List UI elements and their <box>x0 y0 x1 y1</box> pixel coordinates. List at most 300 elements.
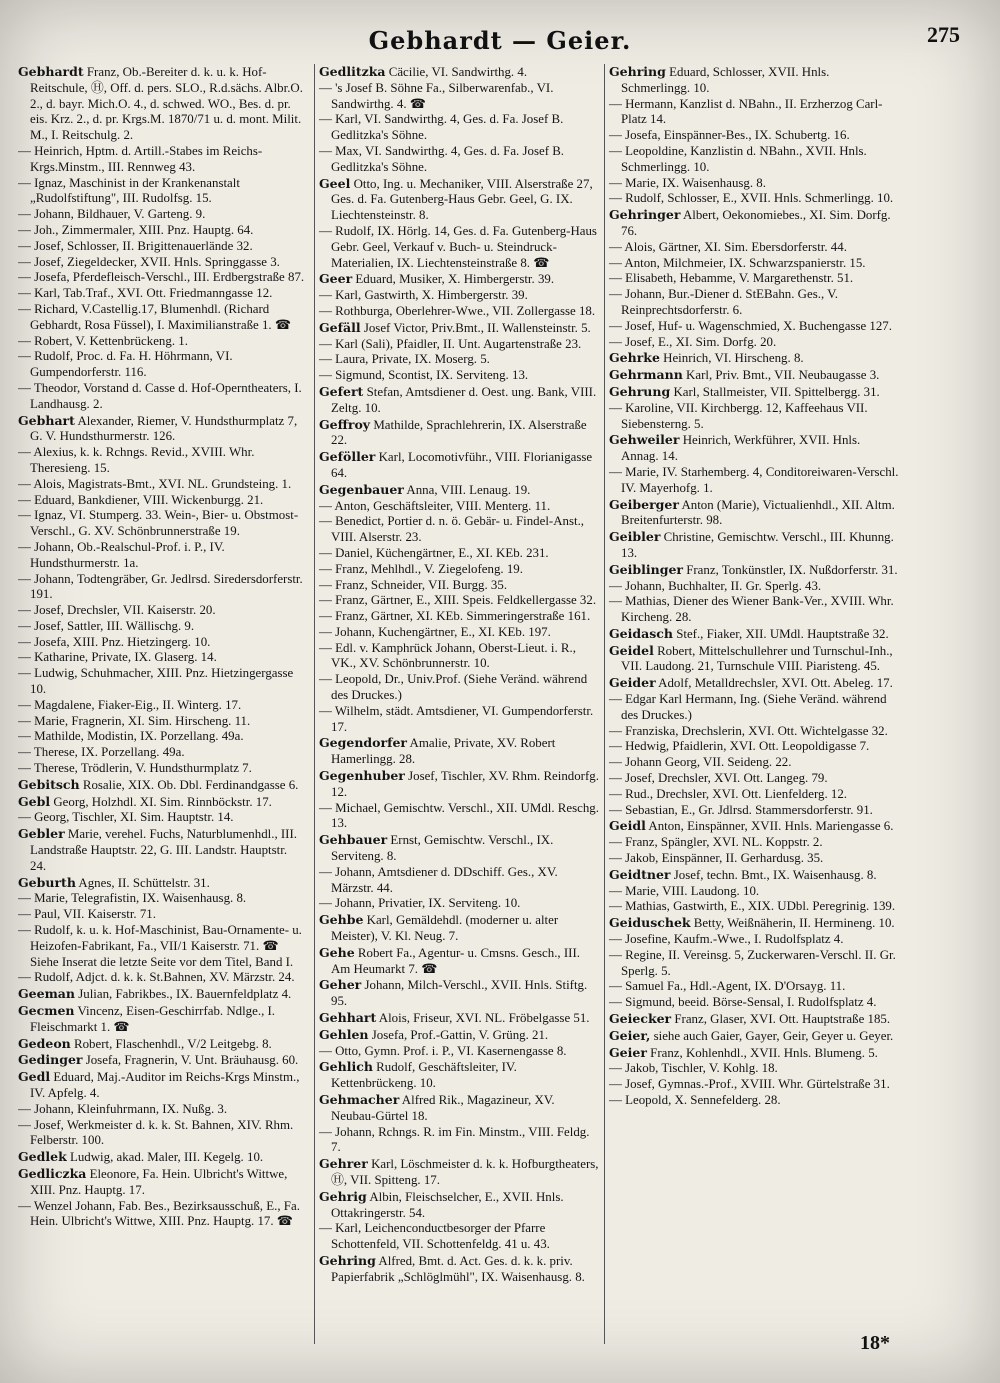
entry-surname: Geiduschek <box>609 915 691 931</box>
signature-mark: 18* <box>860 1332 890 1354</box>
directory-entry <box>319 977 601 1010</box>
entry-text: — Alexius, k. k. Rchngs. Revid., XVIII. Whr. Theresieng. 15. <box>18 445 255 475</box>
entry-text: — Franz, Mehlhdl., V. Ziegelofeng. 19. <box>319 561 523 576</box>
directory-entry <box>319 271 601 288</box>
entry-text: — Johann, Ob.-Realschul-Prof. i. P., IV. Hundsthurmerstr. 1a. <box>18 539 225 570</box>
entry-text: — Josef, Gymnas.-Prof., XVIII. Whr. Gürtelstraße 31. <box>609 1077 890 1092</box>
directory-entry <box>319 368 601 384</box>
entry-text: — Anton, Geschäftsleiter, VIII. Menterg. 11. <box>319 498 551 513</box>
directory-entry <box>319 144 601 176</box>
entry-text: Stef., Fiaker, XII. UMdl. Hauptstraße 32. <box>676 626 889 641</box>
entry-surname: Gehrung <box>609 383 671 399</box>
directory-entry <box>609 271 899 287</box>
entry-text: Julian, Fabrikbes., IX. Bauernfeldplatz 4. <box>78 987 292 1002</box>
entry-text: — Edl. v. Kamphrück Johann, Oberst-Lieut. i. R., VK., XV. Schönbrunnerstr. 10. <box>319 640 576 671</box>
entry-text: — Ludwig, Schuhmacher, XIII. Pnz. Hietzingergasse 10. <box>18 666 294 697</box>
entry-text: Robert Fa., Agentur- u. Cmsns. Gesch., III. Am Heumarkt 7. ☎ <box>331 945 580 976</box>
entry-surname: Geer <box>319 271 353 287</box>
directory-entry <box>18 923 306 970</box>
directory-entry <box>609 818 899 835</box>
entry-surname: Gebhardt <box>18 64 84 79</box>
entry-text: Agnes, II. Schüttelstr. 31. <box>78 875 210 890</box>
entry-text: — Johann, Buchhalter, II. Gr. Sperlg. 43. <box>609 578 822 593</box>
directory-entry <box>609 594 899 626</box>
entry-surname: Gehmacher <box>319 1092 400 1107</box>
directory-entry <box>319 768 601 801</box>
directory-entry <box>18 745 306 761</box>
entry-text: Franz, Kohlenhdl., XVII. Hnls. Blumeng. 5. <box>650 1045 878 1060</box>
directory-entry <box>319 352 601 368</box>
directory-entry <box>609 401 899 433</box>
entry-text: — 's Josef B. Söhne Fa., Silberwarenfab., VI. Sandwirthg. 4. ☎ <box>319 80 554 111</box>
directory-entry <box>18 970 306 986</box>
directory-entry <box>319 801 601 833</box>
directory-entry <box>609 350 899 367</box>
directory-entry <box>609 851 899 867</box>
entry-surname: Gehrmann <box>609 367 683 383</box>
directory-entry <box>609 335 899 351</box>
entry-text: — Laura, Private, IX. Moserg. 5. <box>319 352 490 367</box>
directory-entry <box>319 1027 601 1044</box>
entry-text: — Marie, Telegrafistin, IX. Waisenhausg. 8. <box>18 891 247 906</box>
directory-entry <box>609 64 899 97</box>
directory-entry <box>609 240 899 256</box>
directory-entry <box>18 1003 306 1036</box>
entry-text: Heinrich, Werkführer, XVII. Hnls. Annag. 14. <box>621 433 861 464</box>
entry-text: — Josef, Drechsler, VII. Kaiserstr. 20. <box>18 603 216 618</box>
entry-text: Franz, Tonkünstler, IX. Nußdorferstr. 31. <box>686 562 898 577</box>
directory-entry <box>609 755 899 771</box>
directory-entry <box>319 514 601 546</box>
entry-text: — Karl, Leichenconductbesorger der Pfarre Schottenfeld, VII. Schottenfeldg. 41 u. 43. <box>319 1221 550 1252</box>
entry-text: — Marie, VIII. Laudong. 10. <box>609 883 760 898</box>
directory-entry <box>609 256 899 272</box>
entry-text: — Johann, Todtengräber, Gr. Jedlrsd. Siredersdorferstr. 191. <box>18 571 303 602</box>
entry-text: — Marie, Fragnerin, XI. Sim. Hirscheng. 11. <box>18 713 251 728</box>
entry-surname: Gehweiler <box>609 432 680 448</box>
entry-text: — Karl, Tab.Traf., XVI. Ott. Friedmanngasse 12. <box>18 286 273 301</box>
entry-surname: Gefäll <box>319 319 361 335</box>
entry-text: — Rudolf, k. u. k. Hof-Maschinist, Bau-Ornamente- u. Heizofen-Fabrikant, Fa., VII/1 Kaiserstr. 71. ☎ Siehe Inserat die letzte Seite vor dem Titel, Band I. <box>18 923 302 969</box>
entry-text: — Robert, V. Kettenbrückeng. 1. <box>18 333 188 348</box>
directory-entry <box>609 948 899 980</box>
entry-surname: Gedinger <box>18 1052 83 1068</box>
entry-text: Vincenz, Eisen-Geschirrfab. Ndlge., I. Fleischmarkt 1. ☎ <box>30 1004 276 1034</box>
entry-text: — Wilhelm, städt. Amtsdiener, VI. Gumpendorferstr. 17. <box>319 703 594 734</box>
directory-entry <box>18 381 306 413</box>
entry-text: Anton, Einspänner, XVII. Hnls. Mariengasse 6. <box>648 819 894 834</box>
entry-text: — Jakob, Einspänner, II. Gerhardusg. 35. <box>609 851 824 866</box>
entry-text: — Franz, Gärtner, XI. KEb. Simmeringerstraße 161. <box>319 609 591 624</box>
directory-entry <box>18 64 306 144</box>
entry-text: Albert, Oekonomiebes., XI. Sim. Dorfg. 76. <box>621 208 891 238</box>
directory-entry <box>319 672 601 704</box>
directory-entry <box>18 1149 306 1166</box>
directory-entry <box>319 304 601 320</box>
entry-surname: Geider <box>609 675 656 691</box>
directory-entry <box>18 666 306 698</box>
directory-entry <box>18 761 306 777</box>
directory-entry <box>609 739 899 755</box>
page-number: 275 <box>927 22 960 47</box>
entry-text: — Rud., Drechsler, XVI. Ott. Lienfelderg. 12. <box>609 786 848 801</box>
entry-text: — Franz, Gärtner, E., XIII. Speis. Feldkellergasse 32. <box>319 593 597 608</box>
entry-text: — Richard, V.Castellig.17, Blumenhdl. (Richard Gebhardt, Rosa Füssel), I. Maximilianstraße 1. ☎ <box>18 301 291 332</box>
directory-entry <box>319 288 601 304</box>
entry-surname: Gedlek <box>18 1149 67 1165</box>
entry-text: — Johann, Kleinfuhrmann, IX. Nußg. 3. <box>18 1101 228 1116</box>
entry-text: Eduard, Schlosser, XVII. Hnls. Schmerlingg. 10. <box>621 65 830 95</box>
entry-text: — Johann, Bur.-Diener d. StEBahn. Ges., V. Reinprechtsdorferstr. 6. <box>609 287 839 317</box>
entry-text: Eduard, Musiker, X. Himbergerstr. 39. <box>355 272 555 287</box>
entry-text: — Joh., Zimmermaler, XIII. Pnz. Hauptg. 64. <box>18 222 254 237</box>
entry-text: Otto, Ing. u. Mechaniker, VIII. Alserstraße 27, Ges. d. Fa. Gutenberg-Haus Gebr. Geel, G. IX. Liechtensteinstr. 8. <box>331 176 593 223</box>
entry-text: Karl, Löschmeister d. k. k. Hofburgtheaters, Ⓗ, VII. Spitteng. 17. <box>331 1157 599 1187</box>
directory-entry <box>319 1253 601 1286</box>
entry-text: — Eduard, Bankdiener, VIII. Wickenburgg. 21. <box>18 492 264 507</box>
directory-entry <box>319 896 601 912</box>
directory-entry <box>609 144 899 176</box>
directory-entry <box>609 1077 899 1093</box>
entry-text: — Rudolf, Proc. d. Fa. H. Höhrmann, VI. Gumpendorferstr. 116. <box>18 349 233 380</box>
entry-text: — Johann, Bildhauer, V. Garteng. 9. <box>18 207 206 222</box>
entry-surname: Gehe <box>319 944 355 960</box>
directory-entry <box>319 704 601 736</box>
entry-text: Albin, Fleischselcher, E., XVII. Hnls. Ottakringerstr. 54. <box>331 1189 564 1220</box>
entry-text: Karl, Locomotivführ., VIII. Florianigasse 64. <box>331 450 593 480</box>
entry-text: — Leopoldine, Kanzlistin d. NBahn., XVII. Hnls. Schmerlingg. 10. <box>609 143 867 174</box>
entry-text: — Josef, Sattler, III. Wällischg. 9. <box>18 618 195 633</box>
entry-text: — Therese, Trödlerin, V. Hundsthurmplatz 7. <box>18 761 252 776</box>
directory-entry <box>18 907 306 923</box>
entry-text: — Benedict, Portier d. n. ö. Gebär- u. Findel-Anst., VIII. Alserstr. 23. <box>319 514 585 545</box>
entry-surname: Gecmen <box>18 1003 75 1019</box>
directory-entry <box>319 562 601 578</box>
directory-entry <box>609 529 899 562</box>
directory-entry <box>319 482 601 499</box>
entry-surname: Geidl <box>609 818 646 834</box>
directory-entry <box>609 97 899 129</box>
entry-text: Robert, Mittelschullehrer und Turnschul-Inh., VII. Laudong. 21, Turnschule VIII. Piaristeng. 45. <box>621 643 893 674</box>
entry-text: — Marie, IX. Waisenhausg. 8. <box>609 175 766 190</box>
entry-surname: Geidel <box>609 642 654 658</box>
entry-surname: Geibler <box>609 529 661 545</box>
directory-entry <box>609 835 899 851</box>
directory-entry <box>319 1125 601 1157</box>
entry-text: — Karl (Sali), Pfaidler, II. Unt. Augartenstraße 23. <box>319 336 582 351</box>
entry-text: — Mathias, Gastwirth, E., XIX. UDbl. Peregrinig. 139. <box>609 899 896 914</box>
directory-entry <box>18 334 306 350</box>
entry-surname: Geiecker <box>609 1011 672 1027</box>
directory-entry <box>609 384 899 401</box>
entry-text: Josef Victor, Priv.Bmt., II. Wallensteinstr. 5. <box>363 320 591 335</box>
entry-text: Franz, Glaser, XVI. Ott. Hauptstraße 185. <box>674 1012 891 1027</box>
directory-entry <box>319 64 601 81</box>
directory-entry <box>18 1036 306 1053</box>
entry-text: Josef, techn. Bmt., IX. Waisenhausg. 8. <box>673 867 877 882</box>
directory-entry <box>18 144 306 176</box>
directory-entry <box>609 867 899 884</box>
entry-surname: Gefert <box>319 383 364 399</box>
entry-text: — Karl, VI. Sandwirthg. 4, Ges. d. Fa. Josef B. Gedlitzka's Söhne. <box>319 112 564 143</box>
directory-entry <box>609 771 899 787</box>
entry-surname: Gebler <box>18 826 65 842</box>
entry-text: — Michael, Gemischtw. Verschl., XII. UMdl. Reschg. 13. <box>319 800 599 831</box>
entry-surname: Gegenbauer <box>319 481 404 497</box>
directory-entry <box>609 995 899 1011</box>
directory-entry <box>18 603 306 619</box>
entry-surname: Gehrig <box>319 1188 367 1204</box>
directory-entry <box>18 286 306 302</box>
directory-entry <box>18 714 306 730</box>
entry-text: Karl, Stallmeister, VII. Spittelbergg. 31. <box>673 384 880 399</box>
entry-text: Cäcilie, VI. Sandwirthg. 4. <box>388 65 528 79</box>
entry-text: — Marie, IV. Starhemberg. 4, Conditoreiwaren-Verschl. IV. Mayerhofg. 1. <box>609 464 899 495</box>
directory-entry <box>319 625 601 641</box>
directory-entry <box>18 826 306 874</box>
entry-text: — Franz, Spängler, XVI. NL. Koppstr. 2. <box>609 835 823 850</box>
entry-text: — Franz, Schneider, VII. Burgg. 35. <box>319 577 508 592</box>
directory-entry <box>18 270 306 286</box>
entry-text: Mathilde, Sprachlehrerin, IX. Alserstraße 22. <box>331 417 587 448</box>
directory-column-1 <box>18 64 306 1344</box>
entry-surname: Gedliczka <box>18 1165 87 1181</box>
entry-text: — Sebastian, E., Gr. Jdlrsd. Stammersdorferstr. 91. <box>609 802 873 817</box>
entry-text: — Mathias, Diener des Wiener Bank-Ver., XVIII. Whr. Kircheng. 28. <box>609 594 894 625</box>
entry-text: — Josefa, Einspänner-Bes., IX. Schubertg. 16. <box>609 128 850 143</box>
entry-text: — Karoline, VII. Kirchbergg. 12, Kaffeehaus VII. Siebensterng. 5. <box>609 400 868 431</box>
directory-entry <box>319 593 601 609</box>
entry-surname: Gehlen <box>319 1026 369 1042</box>
entry-surname: Geffroy <box>319 416 371 432</box>
entry-text: — Wenzel Johann, Fab. Bes., Bezirksausschuß, E., Fa. Hein. Ulbricht's Wittwe, XIII. Pnz. Hauptg. 17. ☎ <box>18 1198 300 1229</box>
directory-entry <box>18 1118 306 1150</box>
directory-entry <box>319 417 601 450</box>
entry-text: — Hedwig, Pfaidlerin, XVI. Ott. Leopoldigasse 7. <box>609 739 870 754</box>
directory-entry <box>609 287 899 319</box>
entry-text: — Josef, E., XI. Sim. Dorfg. 20. <box>609 334 777 349</box>
directory-entry <box>319 1010 601 1027</box>
entry-text: — Leopold, Dr., Univ.Prof. (Siehe Veränd. während des Druckes.) <box>319 672 588 703</box>
entry-text: — Josef, Drechsler, XVI. Ott. Langeg. 79. <box>609 771 828 786</box>
directory-entry <box>319 449 601 482</box>
entry-text: — Johann, Amtsdiener d. DDschiff. Ges., XV. Märzstr. 44. <box>319 864 558 895</box>
entry-surname: Gebl <box>18 793 51 809</box>
directory-entry <box>18 413 306 446</box>
entry-text: Alexander, Riemer, V. Hundsthurmplatz 7, G. V. Hundsthurmerstr. 126. <box>30 413 298 444</box>
entry-surname: Geidtner <box>609 866 671 882</box>
directory-entry <box>18 810 306 826</box>
directory-entry <box>609 803 899 819</box>
entry-text: Adolf, Metalldrechsler, XVI. Ott. Abeleg. 17. <box>658 676 893 691</box>
entry-surname: Geföller <box>319 449 376 465</box>
entry-text: Johann, Milch-Verschl., XVII. Hnls. Stiftg. 95. <box>331 978 588 1009</box>
entry-text: Josefa, Fragnerin, V. Unt. Bräuhausg. 60. <box>85 1053 299 1068</box>
directory-entry <box>319 112 601 144</box>
entry-text: — Johann, Rchngs. R. im Fin. Minstm., VIII. Feldg. 7. <box>319 1124 590 1155</box>
entry-surname: Gehring <box>609 64 666 79</box>
directory-entry <box>319 1044 601 1060</box>
directory-column-2 <box>314 64 601 1344</box>
entry-text: Amalie, Private, XV. Robert Hamerlingg. 28. <box>331 736 556 767</box>
directory-entry <box>18 223 306 239</box>
entry-text: — Josef, Huf- u. Wagenschmied, X. Buchengasse 127. <box>609 318 892 333</box>
entry-text: — Rudolf, Adjct. d. k. k. St.Bahnen, XV. Märzstr. 24. <box>18 970 295 985</box>
directory-entry <box>609 675 899 692</box>
directory-entry <box>319 384 601 417</box>
entry-surname: Geeman <box>18 986 75 1002</box>
directory-entry <box>319 1221 601 1253</box>
directory-entry <box>319 912 601 945</box>
directory-entry <box>319 578 601 594</box>
directory-entry <box>609 432 899 465</box>
entry-surname: Gehrke <box>609 350 660 366</box>
entry-text: — Max, VI. Sandwirthg. 4, Ges. d. Fa. Josef B. Gedlitzka's Söhne. <box>319 143 565 174</box>
entry-surname: Gedlitzka <box>319 64 386 79</box>
entry-text: — Josef, Ziegeldecker, XVII. Hnls. Springgasse 3. <box>18 254 280 269</box>
entry-text: — Hermann, Kanzlist d. NBahn., II. Erzherzog Carl-Platz 14. <box>609 96 883 127</box>
entry-text: — Sigmund, Scontist, IX. Serviteng. 13. <box>319 368 529 383</box>
entry-text: — Therese, IX. Porzellang. 49a. <box>18 745 185 760</box>
entry-text: — Georg, Tischler, XI. Sim. Hauptstr. 14. <box>18 810 234 825</box>
directory-entry <box>319 1059 601 1092</box>
entry-surname: Gehbe <box>319 912 364 928</box>
directory-entry <box>319 546 601 562</box>
directory-entry <box>18 445 306 477</box>
directory-entry <box>18 176 306 208</box>
entry-text: — Sigmund, beeid. Börse-Sensal, I. Rudolfsplatz 4. <box>609 995 877 1010</box>
entry-text: — Leopold, X. Sennefelderg. 28. <box>609 1093 781 1107</box>
directory-entry <box>609 932 899 948</box>
directory-entry <box>609 643 899 676</box>
entry-text: — Rothburga, Oberlehrer-Wwe., VII. Zollergasse 18. <box>319 303 596 318</box>
entry-text: Alfred, Bmt. d. Act. Ges. d. k. k. priv. Papierfabrik „Schlöglmühl", IX. Waisenhausg. 8. <box>331 1253 585 1284</box>
directory-column-3 <box>604 64 899 1344</box>
page-title: Gebhardt — Geier. <box>368 26 632 55</box>
directory-entry <box>609 884 899 900</box>
entry-text: — Josefa, Pferdefleisch-Verschl., III. Erdbergstraße 87. <box>18 270 305 285</box>
directory-entry <box>18 1199 306 1231</box>
directory-entry <box>319 865 601 897</box>
directory-entry <box>609 176 899 192</box>
entry-text: — Jakob, Tischler, V. Kohlg. 18. <box>609 1061 778 1076</box>
directory-entry <box>319 1156 601 1189</box>
entry-surname: Gebitsch <box>18 776 80 792</box>
entry-surname: Gehringer <box>609 207 681 223</box>
entry-surname: Gedeon <box>18 1035 71 1051</box>
entry-text: — Johann Georg, VII. Seideng. 22. <box>609 755 792 770</box>
entry-text: — Theodor, Vorstand d. Casse d. Hof-Operntheaters, I. Landhausg. 2. <box>18 380 302 411</box>
directory-entry <box>609 1061 899 1077</box>
directory-entry <box>609 692 899 724</box>
entry-text: Anna, VIII. Lenaug. 19. <box>406 482 531 497</box>
directory-entry <box>319 499 601 515</box>
directory-entry <box>319 1092 601 1125</box>
entry-text: — Josef, Schlosser, II. Brigittenauerlände 32. <box>18 238 253 253</box>
directory-entry <box>609 1045 899 1062</box>
entry-text: Georg, Holzhdl. XI. Sim. Rinnböckstr. 17. <box>53 794 272 809</box>
entry-text: — Otto, Gymn. Prof. i. P., VI. Kasernengasse 8. <box>319 1043 567 1058</box>
directory-entry <box>609 915 899 932</box>
directory-entry <box>609 319 899 335</box>
directory-entry <box>319 735 601 768</box>
entry-text: Betty, Weißnäherin, II. Hermineng. 10. <box>693 916 895 931</box>
entry-text: — Josefa, XIII. Pnz. Hietzingerg. 10. <box>18 634 211 649</box>
directory-entry <box>18 207 306 223</box>
directory-entry <box>18 572 306 604</box>
entry-surname: Gedl <box>18 1069 51 1085</box>
directory-entry <box>319 1189 601 1222</box>
entry-text: Rosalie, XIX. Ob. Dbl. Ferdinandgasse 6. <box>82 777 299 792</box>
entry-text: — Regine, II. Vereinsg. 5, Zuckerwaren-Verschl. II. Gr. Sperlg. 5. <box>609 947 896 978</box>
entry-text: — Ignaz, VI. Stumperg. 33. Wein-, Bier- u. Obstmost-Verschl., G. XV. Schönbrunnerstraße 19. <box>18 508 299 539</box>
entry-surname: Geier <box>609 1044 647 1060</box>
directory-entry <box>18 635 306 651</box>
entry-surname: Geidasch <box>609 625 673 641</box>
entry-surname: Geiberger <box>609 496 679 512</box>
directory-entry <box>319 224 601 271</box>
entry-text: — Anton, Milchmeier, IX. Schwarzspanierstr. 15. <box>609 255 866 270</box>
entry-text: — Daniel, Küchengärtner, E., XI. KEb. 231. <box>319 545 549 560</box>
directory-entry <box>609 787 899 803</box>
entry-surname: Gehrer <box>319 1156 368 1172</box>
directory-entry <box>319 176 601 224</box>
entry-text: Josefa, Prof.-Gattin, V. Grüng. 21. <box>371 1027 549 1042</box>
directory-entry <box>609 465 899 497</box>
entry-text: Rudolf, Geschäftsleiter, IV. Kettenbrückeng. 10. <box>331 1060 517 1091</box>
directory-entry <box>18 891 306 907</box>
entry-text: — Franziska, Drechslerin, XVI. Ott. Wichtelgasse 32. <box>609 723 888 738</box>
directory-entry <box>609 128 899 144</box>
directory-entry <box>18 255 306 271</box>
entry-text: Alois, Friseur, XVI. NL. Fröbelgasse 51. <box>378 1011 590 1026</box>
entry-text: Josef, Tischler, XV. Rhm. Reindorfg. 12. <box>331 769 599 799</box>
directory-entry <box>609 562 899 579</box>
directory-entry <box>319 609 601 625</box>
entry-text: Karl, Priv. Bmt., VII. Neubaugasse 3. <box>686 368 880 383</box>
entry-surname: Gehbauer <box>319 832 388 848</box>
entry-text: Heinrich, VI. Hirscheng. 8. <box>663 351 804 366</box>
directory-entry <box>18 1102 306 1118</box>
directory-entry <box>609 724 899 740</box>
directory-entry <box>609 979 899 995</box>
entry-text: — Edgar Karl Hermann, Ing. (Siehe Veränd. während des Druckes.) <box>609 692 887 722</box>
entry-text: — Johann, Kuchengärtner, E., XI. KEb. 197. <box>319 624 551 639</box>
entry-text: — Mathilde, Modistin, IX. Porzellang. 49a. <box>18 729 244 744</box>
entry-text: — Rudolf, Schlosser, E., XVII. Hnls. Schmerlingg. 10. <box>609 191 894 206</box>
directory-entry <box>18 302 306 334</box>
entry-text: Eduard, Maj.-Auditor im Reichs-Krgs Minstm., IV. Apfelg. 4. <box>30 1070 300 1100</box>
entry-text: — Rudolf, IX. Hörlg. 14, Ges. d. Fa. Gutenberg-Haus Gebr. Geel, Verkauf v. Buch- u. Steindruck-Materialien, IX. Liechtensteinstraße 8. ☎ <box>319 223 597 270</box>
entry-text: — Josefine, Kaufm.-Wwe., I. Rudolfsplatz 4. <box>609 932 844 947</box>
directory-entry <box>18 794 306 811</box>
directory-entry <box>609 899 899 915</box>
entry-surname: Geiblinger <box>609 561 683 577</box>
entry-surname: Geier, <box>609 1027 651 1043</box>
directory-entry <box>18 729 306 745</box>
directory-entry <box>18 875 306 892</box>
entry-text: Anton (Marie), Victualienhdl., XII. Altm. Breitenfurterstr. 98. <box>621 497 895 528</box>
directory-entry <box>18 540 306 572</box>
entry-text: — Heinrich, Hptm. d. Artill.-Stabes im Reichs-Krgs.Minstm., III. Rennweg 43. <box>18 143 263 174</box>
directory-entry <box>18 349 306 381</box>
directory-entry <box>18 1052 306 1069</box>
directory-entry <box>319 945 601 978</box>
entry-text: — Johann, Privatier, IX. Serviteng. 10. <box>319 896 521 911</box>
directory-entry <box>319 337 601 353</box>
entry-text: — Karl, Gastwirth, X. Himbergerstr. 39. <box>319 288 528 303</box>
entry-text: — Josef, Werkmeister d. k. k. St. Bahnen, XIV. Rhm. Felberstr. 100. <box>18 1117 294 1148</box>
